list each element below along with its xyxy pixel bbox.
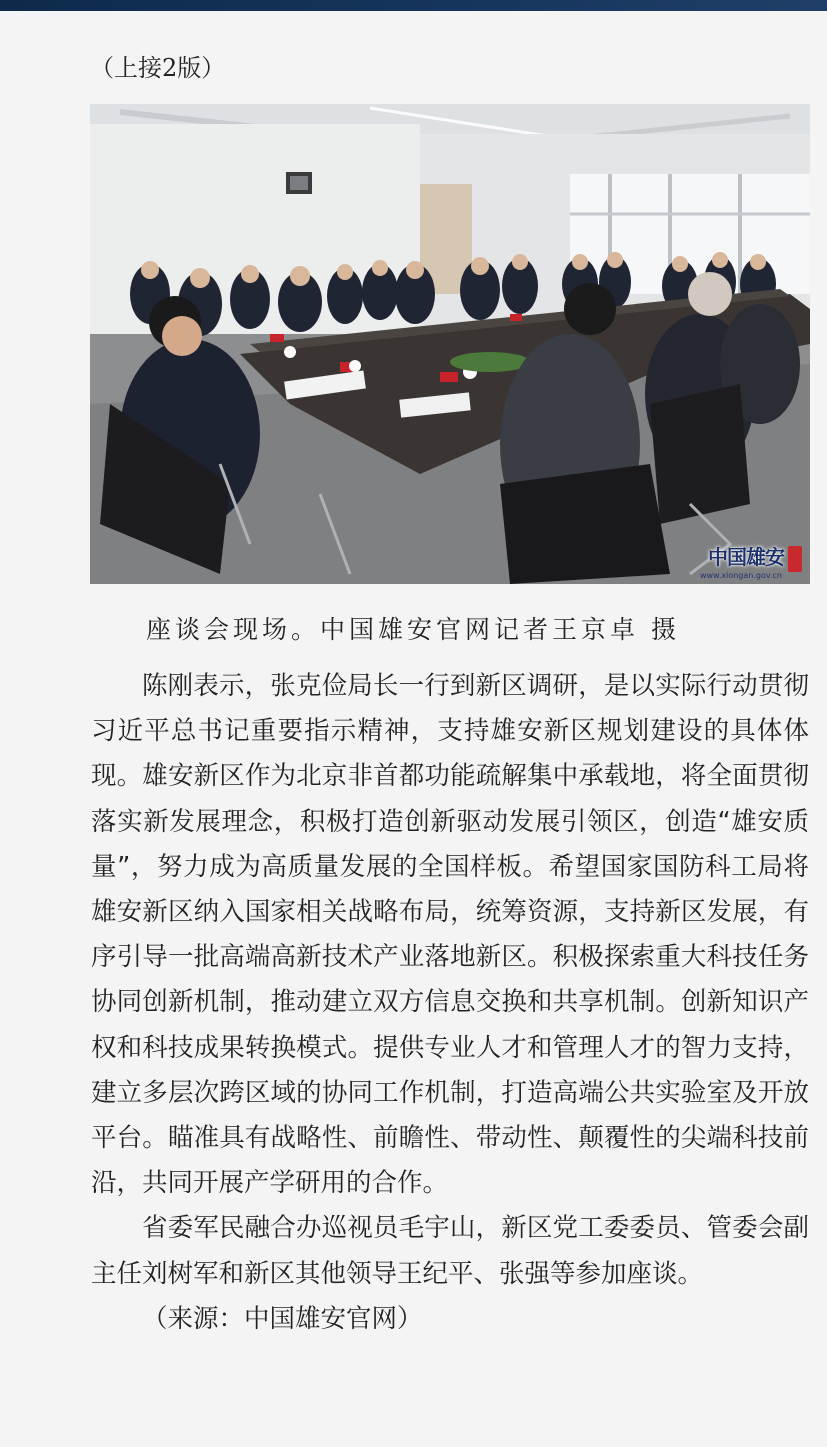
continued-from-page-note: （上接2版） (90, 54, 226, 82)
article-source: （来源：中国雄安官网） (142, 1303, 423, 1334)
photo-caption: 座谈会现场。中国雄安官网记者王京卓 摄 (146, 615, 680, 644)
article-paragraph-2: 省委军民融合办巡视员毛宇山，新区党工委委员、管委会副主任刘树军和新区其他领导王纪平、张强等参加座谈。 (91, 1213, 809, 1289)
photo-watermark: 中国雄安 (708, 545, 784, 569)
article-paragraph-1: 陈刚表示，张克俭局长一行到新区调研，是以实际行动贯彻习近平总书记重要指示精神，支持雄安新区规划建设的具体体现。雄安新区作为北京非首都功能疏解集中承载地，将全面贯彻落实新发展理念，积极打造创新驱动发展引领区，创造“雄安质量”，努力成为高质量发展的全国样板。希望国家国防科工局将雄安新区纳入国家相关战略布局，统筹资源，支持新区发展，有序引导一批高端高新技术产业落地新区。积极探索重大科技任务协同创新机制，推动建立双方信息交换和共享机制。创新知识产权和科技成果转换模式。提供专业人才和管理人才的智力支持，建立多层次跨区域的协同工作机制，打造高端公共实验室及开放平台。瞄准具有战略性、前瞻性、带动性、颠覆性的尖端科技前沿，共同开展产学研用的合作。 (91, 671, 809, 1199)
meeting-photo-illustration (90, 104, 810, 584)
top-banner-bar (0, 0, 827, 11)
article-body (91, 664, 809, 1342)
photo-watermark-url: www.xiongan.gov.cn (699, 571, 782, 580)
watermark-seal-icon (788, 546, 802, 572)
meeting-photo (90, 104, 810, 584)
